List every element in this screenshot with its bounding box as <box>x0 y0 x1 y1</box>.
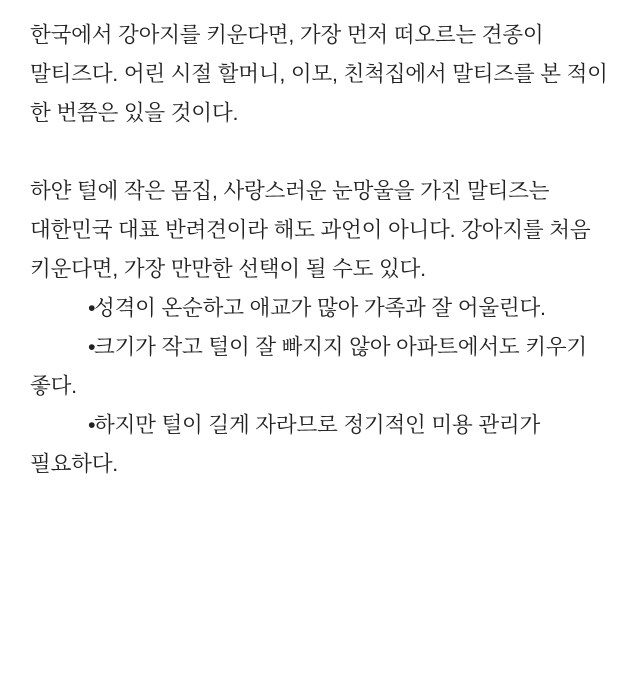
list-item-text: 성격이 온순하고 애교가 많아 가족과 잘 어울린다. <box>94 296 546 320</box>
list-item-text: 하지만 털이 길게 자라므로 정기적인 미용 관리가 필요하다. <box>30 413 541 476</box>
paragraph-1: 한국에서 강아지를 키운다면, 가장 먼저 떠오르는 견종이 말티즈다. 어린 시절 할머니, 이모, 친척집에서 말티즈를 본 적이 한 번쯤은 있을 것이다. <box>30 23 608 125</box>
list-item-text: 크기가 작고 털이 잘 빠지지 않아 아파트에서도 키우기 좋다. <box>30 335 587 398</box>
bullet-list <box>30 289 610 484</box>
list-item <box>30 289 610 328</box>
list-item <box>30 328 610 406</box>
paragraph-2: 하얀 털에 작은 몸집, 사랑스러운 눈망울을 가진 말티즈는 대한민국 대표 반려견이라 해도 과언이 아니다. 강아지를 처음 키운다면, 가장 만만한 선택이 될 수도 있다. <box>30 179 591 281</box>
bullet-point-icon: • <box>88 335 96 359</box>
bullet-point-icon: • <box>88 413 96 437</box>
paragraph-spacer <box>30 133 610 172</box>
bullet-point-icon: • <box>88 296 96 320</box>
list-item <box>30 406 610 484</box>
